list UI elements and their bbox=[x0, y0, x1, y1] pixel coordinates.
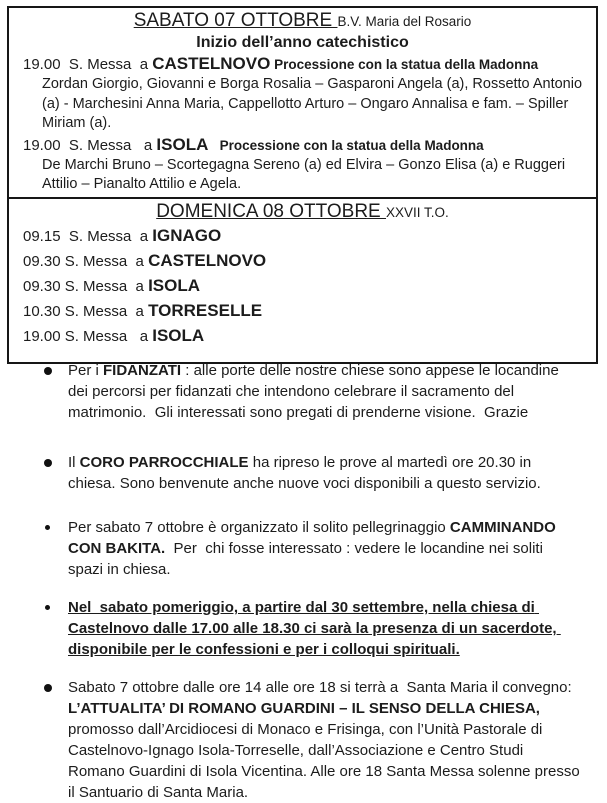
text-segment: Sabato 7 ottobre dalle ore 14 alle ore 18 si terrà a Santa Maria il convegno: bbox=[68, 679, 576, 696]
mass-note: Processione con la statua della Madonna bbox=[208, 137, 484, 153]
bullet-text bbox=[68, 517, 580, 580]
text-segment: Per i bbox=[68, 362, 104, 379]
text-segment: Per sabato 7 ottobre è organizzato il solito pellegrinaggio bbox=[68, 519, 450, 536]
bullet-icon bbox=[44, 360, 68, 375]
text-segment: Il bbox=[68, 454, 80, 471]
bullet-text bbox=[68, 452, 580, 494]
bullet-item-fidanzati bbox=[44, 360, 580, 423]
domenica-section bbox=[9, 197, 596, 362]
mass-time-prefix: 09.30 S. Messa a bbox=[23, 277, 149, 295]
bullet-text bbox=[68, 677, 584, 803]
mass-time-prefix: 19.00 S. Messa a bbox=[23, 327, 153, 345]
text-segment-bold: L’ATTUALITA’ DI ROMANO GUARDINI – IL SENSO DELLA CHIESA, bbox=[68, 700, 540, 717]
bullet-item-convegno bbox=[44, 677, 584, 803]
bullet-item-pellegrinaggio bbox=[44, 517, 580, 580]
mass-time-prefix: 09.15 S. Messa a bbox=[23, 227, 153, 245]
bullet-text bbox=[68, 597, 580, 660]
mass-place: IGNAGO bbox=[152, 225, 222, 245]
mass-time-prefix: 19.00 S. Messa a bbox=[23, 56, 153, 73]
mass-place: ISOLA bbox=[152, 325, 205, 345]
mass-place: CASTELNOVO bbox=[148, 250, 267, 270]
sabato-title-suffix: B.V. Maria del Rosario bbox=[337, 14, 472, 29]
bullet-icon bbox=[44, 452, 68, 467]
mass-names-isola: De Marchi Bruno – Scortegagna Sereno (a) ed Elvira – Gonzo Elisa (a) e Ruggeri Attilio – Pianalto Attilio e Agela. bbox=[42, 156, 569, 192]
mass-time-prefix: 10.30 S. Messa a bbox=[23, 302, 149, 320]
bullet-icon bbox=[44, 677, 68, 692]
sabato-title: SABATO 07 OTTOBRE bbox=[133, 10, 338, 31]
domenica-header bbox=[18, 200, 587, 224]
mass-names-castelnovo: Zordan Giorgio, Giovanni e Borga Rosalia – Gasparoni Angela (a), Rossetto Antonio (a) - Marchesini Anna Maria, Cappellotto Arturo – Ongaro Annalisa e fam. – Spiller Miriam (a). bbox=[42, 76, 587, 131]
bullet-icon bbox=[44, 517, 68, 530]
bullet-item-coro bbox=[44, 452, 580, 494]
text-segment-bold: CORO PARROCCHIALE bbox=[79, 454, 249, 471]
text-segment-bold: CAMMINANDO CON BAKITA. bbox=[68, 519, 560, 557]
schedule-box bbox=[7, 6, 598, 364]
domenica-title: DOMENICA 08 OTTOBRE bbox=[156, 200, 387, 222]
domenica-title-suffix: XXVII T.O. bbox=[386, 204, 449, 220]
announcements-list bbox=[44, 360, 584, 803]
text-segment: Per chi fosse interessato : vedere le locandine nei soliti spazi in chiesa. bbox=[68, 540, 548, 578]
text-segment-bold-underline: Nel sabato pomeriggio, a partire dal 30 settembre, nella chiesa di Castelnovo dalle 17.00 alle 18.30 ci sarà la presenza di un sacerdote, disponibile per le confessioni e per i colloqui spirituali. bbox=[68, 599, 561, 658]
mass-row bbox=[18, 324, 587, 349]
mass-row bbox=[18, 299, 587, 324]
sabato-subtitle: Inizio dell’anno catechistico bbox=[196, 34, 409, 51]
bullet-icon bbox=[44, 597, 68, 610]
text-segment: ha ripreso le prove al martedì ore 20.30 in chiesa. Sono benvenute anche nuove voci disponibili a questo servizio. bbox=[68, 454, 541, 492]
sabato-section bbox=[9, 8, 596, 197]
text-segment-bold: FIDANZATI bbox=[103, 362, 182, 379]
bullet-text bbox=[68, 360, 580, 423]
mass-line-castelnovo bbox=[18, 53, 587, 75]
mass-place: ISOLA bbox=[156, 134, 209, 154]
text-segment: : alle porte delle nostre chiese sono appese le locandine dei percorsi per fidanzati che intendono celebrare il sacramento del matrimonio. Gli interessati sono pregati di prenderne visione. Grazie bbox=[68, 362, 563, 421]
mass-note: Processione con la statua della Madonna bbox=[270, 57, 539, 72]
mass-time-prefix: 09.30 S. Messa a bbox=[23, 252, 149, 270]
mass-line-isola bbox=[18, 134, 587, 156]
mass-place: CASTELNOVO bbox=[152, 54, 271, 73]
mass-row bbox=[18, 224, 587, 249]
mass-row bbox=[18, 274, 587, 299]
sabato-header bbox=[18, 9, 587, 33]
mass-row bbox=[18, 249, 587, 274]
text-segment: promosso dall’Arcidiocesi di Monaco e Frisinga, con l’Unità Pastorale di Castelnovo-Ignago Isola-Torreselle, dall’Associazione e Centro Studi Romano Guardini di Isola Vicentina. Alle ore 18 Santa Messa solenne presso il Santuario di Santa Maria. bbox=[68, 700, 584, 801]
mass-time-prefix: 19.00 S. Messa a bbox=[23, 136, 157, 154]
mass-place: ISOLA bbox=[148, 275, 201, 295]
mass-place: TORRESELLE bbox=[148, 300, 263, 320]
bullet-item-confessioni bbox=[44, 597, 580, 660]
